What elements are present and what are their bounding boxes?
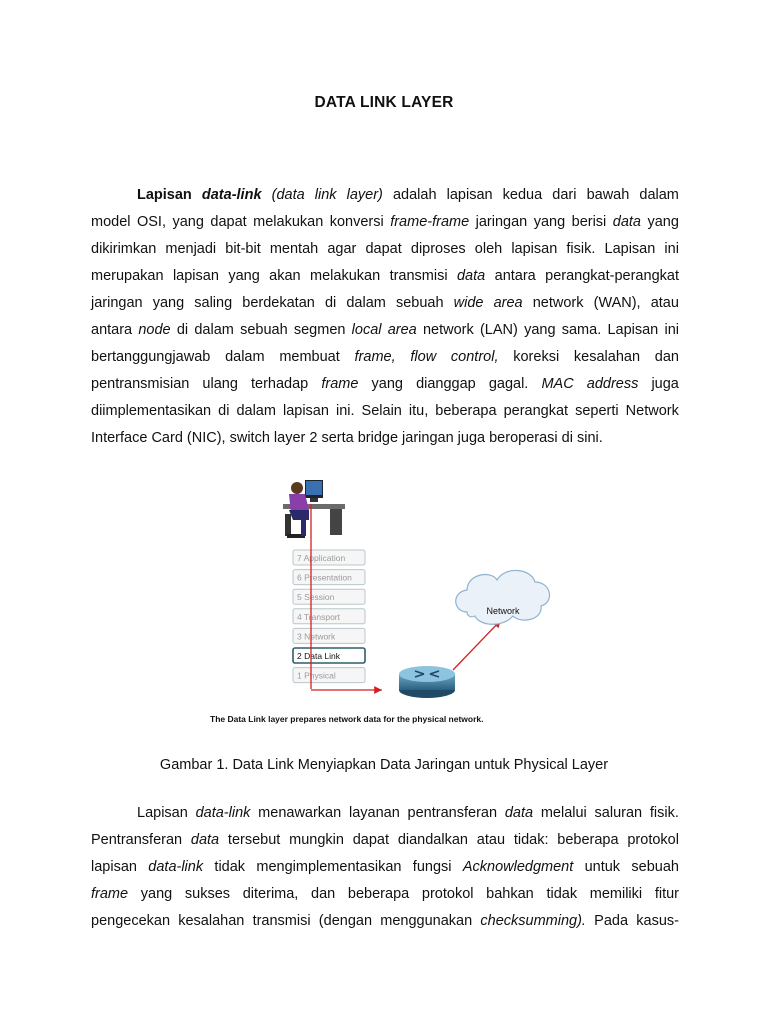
figure-caption: Gambar 1. Data Link Menyiapkan Data Jaringan untuk Physical Layer	[159, 757, 609, 773]
paragraph-2	[91, 800, 679, 935]
figure-inner-caption: The Data Link layer prepares network data for the physical network.	[210, 714, 484, 724]
text-line: lapisan data-link tidak mengimplementasikan fungsi Acknowledgment untuk sebuah	[91, 859, 679, 875]
osi-layer-label: 6 Presentation	[297, 572, 352, 583]
osi-layer-label: 2 Data Link	[297, 651, 340, 661]
text-line: bertanggungjawab dalam membuat frame, flow control, koreksi kesalahan dan	[91, 349, 679, 365]
text-line: pentransmisian ulang terhadap frame yang dianggap gagal. MAC address juga	[91, 376, 679, 392]
text-line: Interface Card (NIC), switch layer 2 serta bridge jaringan juga beroperasi di sini.	[91, 430, 603, 446]
paragraph-1	[91, 182, 679, 452]
cloud-label: Network	[486, 606, 520, 616]
figure-osi-diagram	[205, 474, 555, 726]
network-cloud-icon	[456, 570, 550, 624]
text-line: model OSI, yang dapat melakukan konversi frame-frame jaringan yang berisi data yang	[91, 214, 679, 230]
osi-layer-label: 1 Physical	[297, 670, 336, 681]
text-line: antara node di dalam sebuah segmen local area network (LAN) yang sama. Lapisan ini	[91, 322, 679, 338]
text-line: frame yang sukses diterima, dan beberapa protokol bahkan tidak memiliki fitur	[91, 886, 679, 902]
text-line: pengecekan kesalahan transmisi (dengan menggunakan checksumming). Pada kasus-	[91, 913, 679, 929]
osi-layer-label: 5 Session	[297, 592, 335, 603]
text-line: dikirimkan menjadi bit-bit mentah agar dapat diproses oleh lapisan fisik. Lapisan ini	[91, 241, 679, 257]
osi-layer-label: 3 Network	[297, 631, 336, 642]
router-icon	[399, 666, 455, 698]
text-line: jaringan yang saling berdekatan di dalam sebuah wide area network (WAN), atau	[91, 295, 679, 311]
page-title: DATA LINK LAYER	[314, 94, 454, 111]
text-line: Pentransferan data tersebut mungkin dapat diandalkan atau tidak: beberapa protokol	[91, 832, 679, 848]
text-line: Lapisan data-link (data link layer) adalah lapisan kedua dari bawah dalam	[137, 187, 679, 203]
osi-layer-label: 7 Application	[297, 553, 346, 563]
osi-layer-label: 4 Transport	[297, 611, 340, 622]
user-at-computer-icon	[283, 480, 345, 538]
text-line: diimplementasikan di dalam lapisan ini. Selain itu, beberapa perangkat seperti Network	[91, 403, 679, 419]
text-line: Lapisan data-link menawarkan layanan pentransferan data melalui saluran fisik.	[137, 805, 679, 821]
text-line: merupakan lapisan yang akan melakukan transmisi data antara perangkat-perangkat	[91, 268, 679, 284]
